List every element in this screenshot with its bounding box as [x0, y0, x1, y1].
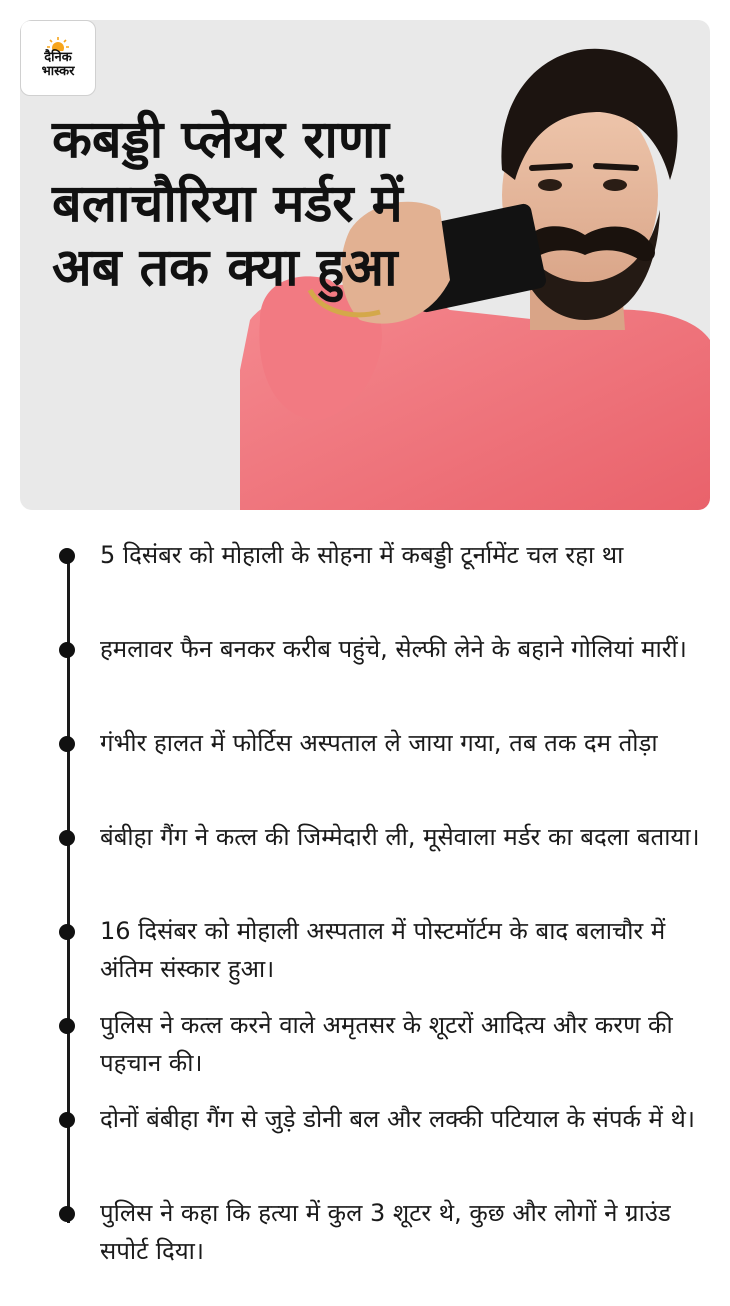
bullet-text: 5 दिसंबर को मोहाली के सोहना में कबड्डी टूर्नामेंट चल रहा था	[100, 541, 624, 569]
bullet-text: गंभीर हालत में फोर्टिस अस्पताल ले जाया गया, तब तक दम तोड़ा	[100, 729, 658, 757]
list-item	[100, 630, 700, 668]
bullet-dot-icon	[59, 924, 75, 940]
bullet-dot-icon	[59, 642, 75, 658]
sun-icon	[47, 37, 69, 51]
bullet-dot-icon	[59, 1206, 75, 1222]
bullet-text: पुलिस ने कत्ल करने वाले अमृतसर के शूटरों आदित्य और करण की पहचान की।	[100, 1011, 673, 1077]
list-item	[100, 912, 700, 988]
logo-text-bhaskar: भास्कर	[41, 64, 75, 79]
list-item	[100, 536, 700, 574]
bullet-list	[0, 522, 730, 1292]
headline: कबड्डी प्लेयर राणा बलाचौरिया मर्डर में अब तक क्या हुआ	[52, 110, 403, 298]
logo-text-dainik: दैनिक	[44, 50, 72, 65]
list-item	[100, 1100, 700, 1138]
bullet-dot-icon	[59, 830, 75, 846]
list-item	[100, 724, 700, 762]
bullet-text: हमलावर फैन बनकर करीब पहुंचे, सेल्फी लेने के बहाने गोलियां मारीं।	[100, 635, 687, 663]
list-item	[100, 818, 700, 856]
bullet-text: 16 दिसंबर को मोहाली अस्पताल में पोस्टमॉर्टम के बाद बलाचौर में अंतिम संस्कार हुआ।	[100, 917, 666, 983]
dainik-bhaskar-logo[interactable]	[20, 20, 96, 96]
bullet-text: दोनों बंबीहा गैंग से जुड़े डोनी बल और लक्की पटियाल के संपर्क में थे।	[100, 1105, 695, 1133]
bullet-dot-icon	[59, 736, 75, 752]
list-item	[100, 1194, 700, 1270]
list-item	[100, 1006, 700, 1082]
bullet-dot-icon	[59, 1018, 75, 1034]
bullet-dot-icon	[59, 548, 75, 564]
bullet-text: बंबीहा गैंग ने कत्ल की जिम्मेदारी ली, मूसेवाला मर्डर का बदला बताया।	[100, 823, 700, 851]
bullet-dot-icon	[59, 1112, 75, 1128]
bullet-text: पुलिस ने कहा कि हत्या में कुल 3 शूटर थे, कुछ और लोगों ने ग्राउंड सपोर्ट दिया।	[100, 1199, 671, 1265]
hero-card	[20, 20, 710, 510]
